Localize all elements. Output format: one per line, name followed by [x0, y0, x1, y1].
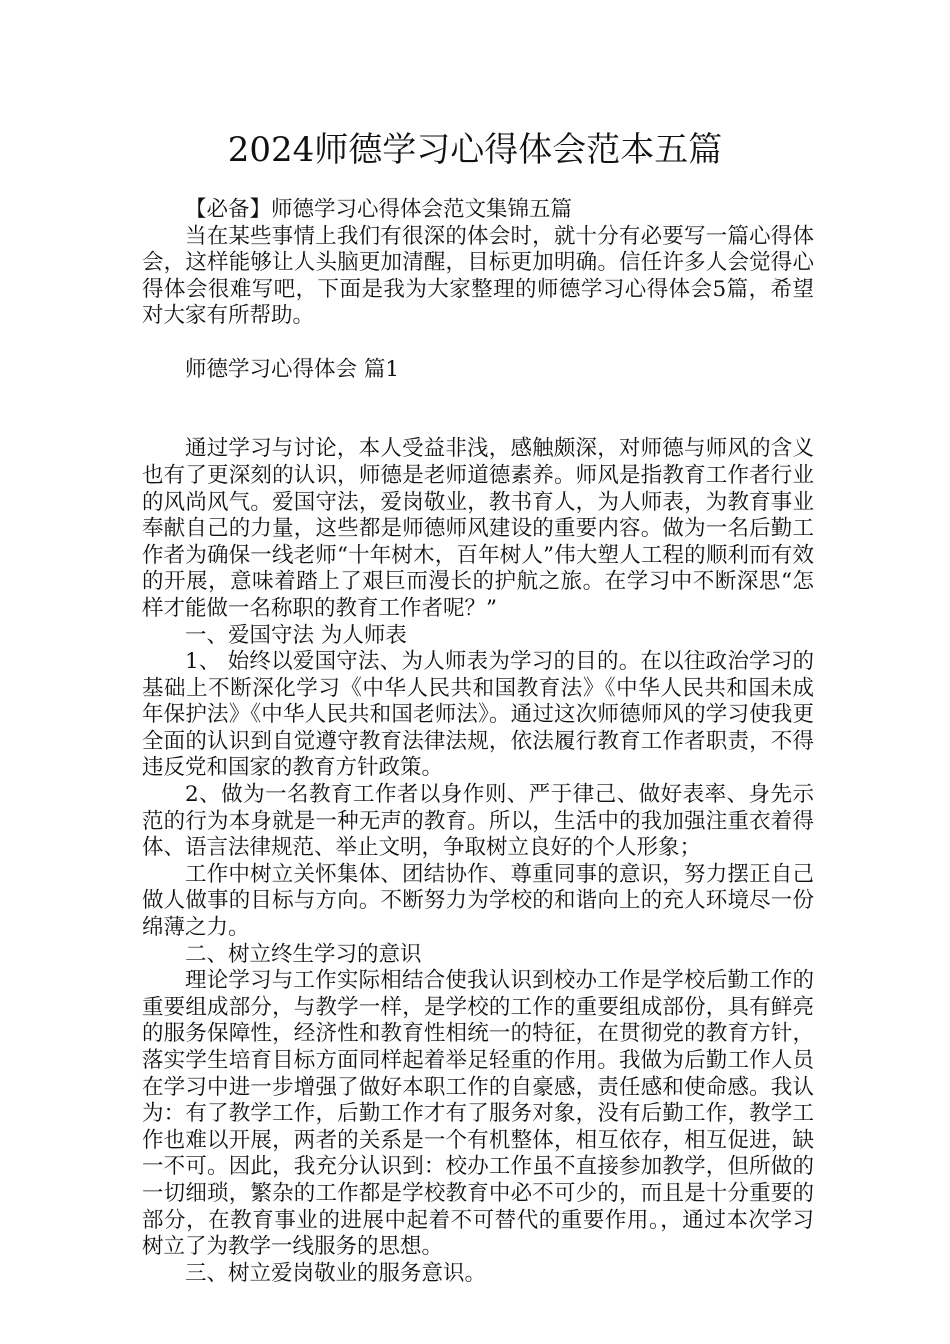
blank-line: [142, 330, 814, 357]
paragraph-4: 工作中树立关怀集体、团结协作、尊重同事的意识，努力摆正自己做人做事的目标与方向。不断努力为学校的和谐向上的充人环境尽一份绵薄之力。: [142, 861, 814, 941]
intro-paragraph: 当在某些事情上我们有很深的体会时，就十分有必要写一篇心得体会，这样能够让人头脑更加清醒，目标更加明确。信任许多人会觉得心得体会很难写吧，下面是我为大家整理的师德学习心得体会5篇，希望对大家有所帮助。: [142, 223, 814, 329]
blank-line: [142, 383, 814, 410]
blank-line: [142, 410, 814, 437]
subheading-3: 三、树立爱岗敬业的服务意识。: [185, 1260, 487, 1286]
subheading-1: 一、爱国守法 为人师表: [185, 622, 407, 648]
subheading-2: 二、树立终生学习的意识: [185, 941, 422, 967]
paragraph-5: 理论学习与工作实际相结合使我认识到校办工作是学校后勤工作的重要组成部分，与教学一样，是学校的工作的重要组成部份，具有鲜亮的服务保障性，经济性和教育性相统一的特征，在贯彻党的教育方针，落实学生培育目标方面同样起着举足轻重的作用。我做为后勤工作人员在学习中进一步增强了做好本职工作的自豪感，责任感和使命感。我认为：有了教学工作，后勤工作才有了服务对象，没有后勤工作，教学工作也难以开展，两者的关系是一个有机整体，相互依存，相互促进，缺一不可。因此，我充分认识到：校办工作虽不直接参加教学，但所做的一切细琐，繁杂的工作都是学校教育中必不可少的，而且是十分重要的部分，在教育事业的进展中起着不可替代的重要作用。，通过本次学习树立了为教学一线服务的思想。: [142, 968, 814, 1260]
paragraph-2: 1、 始终以爱国守法、为人师表为学习的目的。在以往政治学习的基础上不断深化学习《中华人民共和国教育法》《中华人民共和国未成年保护法》《中华人民共和国老师法》。通过这次师德师风的学习使我更全面的认识到自觉遵守教育法律法规，依法履行教育工作者职责，不得违反党和国家的教育方针政策。: [142, 649, 814, 781]
paragraph-3: 2、做为一名教育工作者以身作则、严于律己、做好表率、身先示范的行为本身就是一种无声的教育。所以，生活中的我加强注重衣着得体、语言法律规范、举止文明，争取树立良好的个人形象；: [142, 782, 814, 861]
paragraph-1: 通过学习与讨论，本人受益非浅，感触颇深，对师德与师风的含义也有了更深刻的认识，师德是老师道德素养。师风是指教育工作者行业的风尚风气。爱国守法，爱岗敬业，教书育人，为人师表，为教育事业奉献自己的力量，这些都是师德师风建设的重要内容。做为一名后勤工作者为确保一线老师“十年树木，百年树人”伟大塑人工程的顺利而有效的开展，意味着踏上了艰巨而漫长的护航之旅。在学习中不断深思“怎样才能做一名称职的教育工作者呢？”: [142, 436, 814, 621]
document-body: [142, 197, 814, 1287]
document-title: 2024师德学习心得体会范本五篇: [227, 130, 723, 170]
intro-heading: 【必备】师德学习心得体会范文集锦五篇: [185, 197, 573, 222]
section-heading: 师德学习心得体会 篇1: [185, 356, 400, 382]
